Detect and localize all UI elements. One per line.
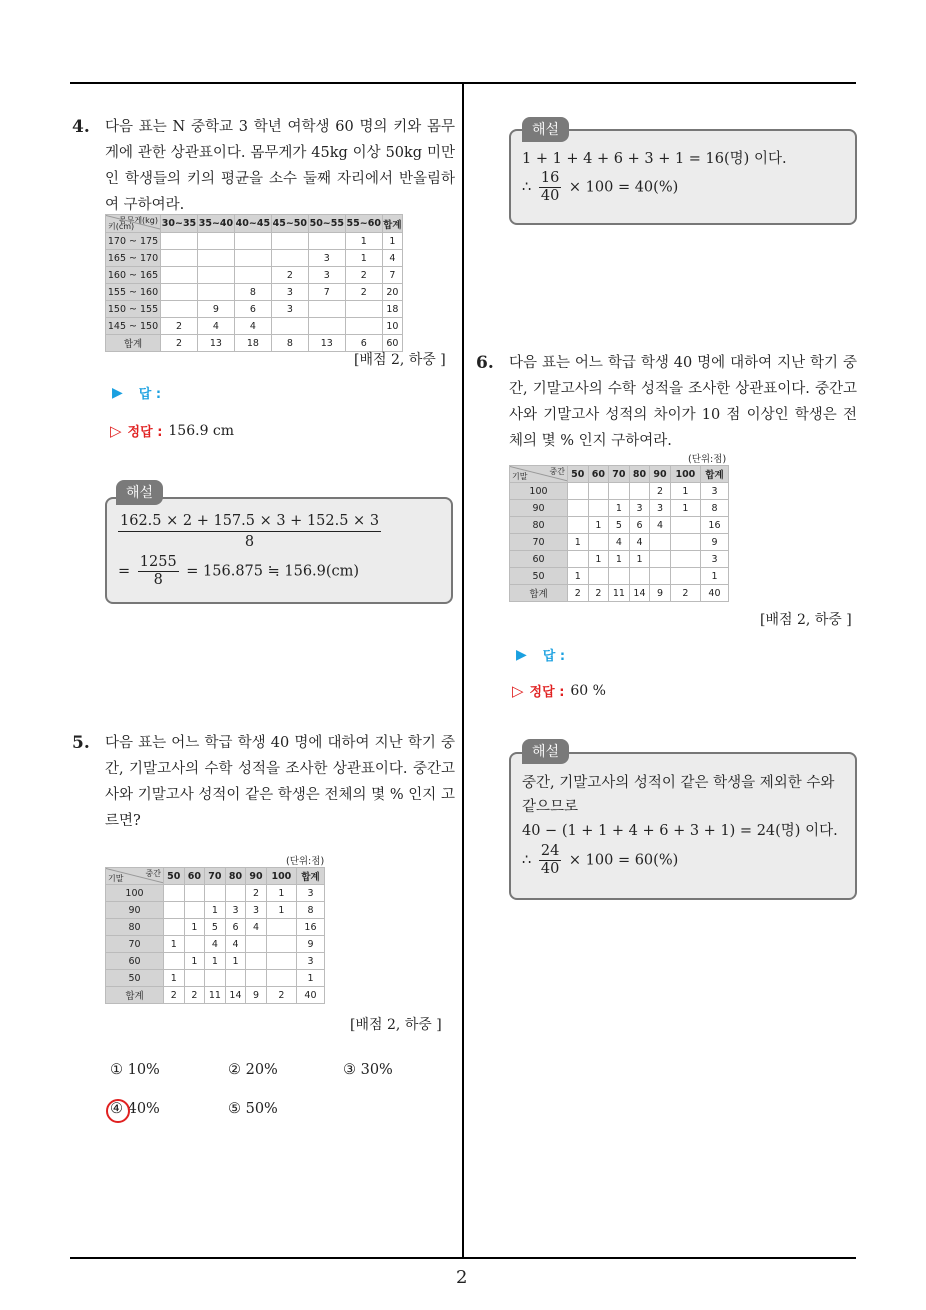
table-cell: 2 (345, 267, 382, 284)
outline-play-icon: ▷ (110, 421, 122, 440)
table-cell: 1 (382, 233, 402, 250)
table-cell: 3 (650, 500, 671, 517)
table-cell: 3 (271, 284, 308, 301)
table-row (106, 233, 403, 250)
table-cell: 6 (345, 335, 382, 352)
col-header: 합계 (296, 868, 324, 885)
table-cell: 1 (205, 953, 226, 970)
table-cell: 3 (296, 885, 324, 902)
table-cell: 8 (296, 902, 324, 919)
table-cell: 1 (609, 551, 630, 568)
table-cell (234, 267, 271, 284)
table-cell (161, 233, 198, 250)
table-cell: 6 (225, 919, 246, 936)
col-header: 50 (164, 868, 185, 885)
q4-row-header: 170 ~ 175 (106, 233, 161, 250)
q6-explain-body: 중간, 기말고사의 성적이 같은 학생을 제외한 수와 같으므로 40 − (1 + 1 + 4 + 6 + 3 + 1) = 24(명) 이다. ∴ $\frac{24}{40}$ × 100 = 60(%) (522, 771, 848, 878)
table-cell (266, 953, 296, 970)
table-cell: 2 (568, 585, 589, 602)
q4-row-header: 합계 (106, 335, 161, 352)
table-row (510, 551, 729, 568)
table-row (106, 919, 325, 936)
table-cell (266, 936, 296, 953)
table-cell (184, 902, 205, 919)
play-icon: ▶ (516, 646, 527, 663)
q4-row-header: 160 ~ 165 (106, 267, 161, 284)
table-cell: 3 (308, 250, 345, 267)
table-cell (650, 568, 671, 585)
table-cell: 14 (225, 987, 246, 1004)
table-cell (588, 500, 609, 517)
table-cell (161, 284, 198, 301)
q4-col-header: 55~60 (345, 215, 382, 233)
table-cell (234, 250, 271, 267)
q4-answer-row (112, 383, 161, 402)
table-cell (588, 483, 609, 500)
q4-col-header: 35~40 (197, 215, 234, 233)
table-cell (164, 919, 185, 936)
table-cell (308, 318, 345, 335)
col-header: 50 (568, 466, 589, 483)
table-cell: 16 (700, 517, 728, 534)
q5-text: 다음 표는 어느 학급 학생 40 명에 대하여 지난 학기 중간, 기말고사의 수학 성적을 조사한 상관표이다. 중간고사와 기말고사 성적이 같은 학생은 전체의 몇 % 인지 고르면? (105, 735, 455, 829)
q4-row-header: 155 ~ 160 (106, 284, 161, 301)
col-header: 90 (246, 868, 267, 885)
q5-explain-frac: $\frac{16}{40}$ (540, 170, 560, 204)
table-cell: 8 (271, 335, 308, 352)
row-header: 50 (106, 970, 164, 987)
table-cell: 4 (205, 936, 226, 953)
table-cell: 11 (205, 987, 226, 1004)
table-cell (271, 318, 308, 335)
q5-unit: (단위:점) (286, 856, 325, 867)
q5-explain-line1: 1 + 1 + 4 + 6 + 3 + 1 = 16(명) 이다. (522, 151, 787, 167)
col-header: 60 (588, 466, 609, 483)
col-header: 80 (225, 868, 246, 885)
table-cell: 2 (670, 585, 700, 602)
row-header: 90 (510, 500, 568, 517)
table-cell: 7 (382, 267, 402, 284)
table-cell: 9 (650, 585, 671, 602)
table-cell (184, 936, 205, 953)
table-cell: 18 (234, 335, 271, 352)
q5-correlation-table (105, 867, 325, 1004)
table-cell: 3 (629, 500, 650, 517)
table-row (510, 585, 729, 602)
q5-number: 5. (72, 733, 90, 753)
table-cell: 4 (234, 318, 271, 335)
table-cell: 1 (670, 483, 700, 500)
table-cell: 4 (246, 919, 267, 936)
table-cell (164, 902, 185, 919)
table-row (106, 902, 325, 919)
table-row (510, 517, 729, 534)
q4-table-corner: 몸무게(kg) 키(cm) (106, 215, 161, 233)
table-cell: 18 (382, 301, 402, 318)
table-cell: 3 (225, 902, 246, 919)
table-cell: 1 (184, 919, 205, 936)
table-cell (345, 301, 382, 318)
table-cell: 10 (382, 318, 402, 335)
q4-row-header: 145 ~ 150 (106, 318, 161, 335)
table-row (106, 970, 325, 987)
table-row (106, 318, 403, 335)
q6-score: [배점 2, 하중 ] (760, 612, 852, 628)
q6-unit: (단위:점) (688, 454, 727, 465)
q6-explain-line2: 40 − (1 + 1 + 4 + 6 + 3 + 1) = 24(명) 이다. (522, 823, 838, 839)
q4-number: 4. (72, 117, 90, 137)
table-cell (161, 250, 198, 267)
q6-answer-row (516, 645, 565, 664)
table-cell: 5 (609, 517, 630, 534)
table-cell (609, 568, 630, 585)
table-cell: 9 (197, 301, 234, 318)
table-row (106, 284, 403, 301)
table-cell: 8 (700, 500, 728, 517)
table-cell: 1 (629, 551, 650, 568)
table-cell (266, 970, 296, 987)
table-cell: 3 (700, 551, 728, 568)
table-cell: 1 (266, 885, 296, 902)
choice-1[interactable]: ① 10% (110, 1062, 160, 1078)
outline-play-icon: ▷ (512, 681, 524, 700)
table-cell: 3 (308, 267, 345, 284)
table-cell: 9 (700, 534, 728, 551)
table-cell: 20 (382, 284, 402, 301)
table-cell: 1 (568, 534, 589, 551)
table-cell: 2 (345, 284, 382, 301)
table-cell: 7 (308, 284, 345, 301)
col-header: 70 (205, 868, 226, 885)
q5-explain-body: 1 + 1 + 4 + 6 + 3 + 1 = 16(명) 이다. ∴ $\frac{16}{40}$ × 100 = 40(%) (522, 148, 852, 205)
table-cell (588, 534, 609, 551)
q4-text: 다음 표는 N 중학교 3 학년 여학생 60 명의 키와 몸무게에 관한 상관표이다. 몸무게가 45kg 이상 50kg 미만인 학생들의 키의 평균을 소수 둘째 자리에서 반올림하여 구하여라. (105, 119, 455, 213)
table-cell: 3 (700, 483, 728, 500)
table-cell: 1 (588, 551, 609, 568)
table-cell: 13 (308, 335, 345, 352)
q4-col-header: 40~45 (234, 215, 271, 233)
table-cell: 6 (234, 301, 271, 318)
table-cell: 4 (609, 534, 630, 551)
row-header: 70 (106, 936, 164, 953)
table-cell: 4 (197, 318, 234, 335)
q5-score: [배점 2, 하중 ] (350, 1017, 442, 1033)
col-header: 합계 (700, 466, 728, 483)
q6-correct-row (512, 681, 606, 700)
table-cell: 1 (700, 568, 728, 585)
col-header: 100 (266, 868, 296, 885)
table-cell: 1 (225, 953, 246, 970)
table-cell (308, 233, 345, 250)
table-cell (246, 953, 267, 970)
table-cell (197, 233, 234, 250)
selected-answer-circle-icon (106, 1099, 130, 1123)
table-row (510, 568, 729, 585)
col-header: 90 (650, 466, 671, 483)
table-row (106, 936, 325, 953)
table-cell: 2 (246, 885, 267, 902)
row-header: 50 (510, 568, 568, 585)
table-cell (225, 970, 246, 987)
bottom-rule (70, 1257, 856, 1259)
q4-answer-label: 답 : (138, 387, 162, 402)
table-cell (246, 970, 267, 987)
table-cell: 11 (609, 585, 630, 602)
row-header: 합계 (510, 585, 568, 602)
table-cell: 1 (164, 936, 185, 953)
row-header: 80 (106, 919, 164, 936)
table-cell: 1 (588, 517, 609, 534)
q4-explain-numerator: 162.5 × 2 + 157.5 × 3 + 152.5 × 3 (118, 511, 381, 532)
table-cell (197, 250, 234, 267)
choice-3[interactable]: ③ 30% (343, 1062, 393, 1078)
q6-explain-tag: 해설 (522, 739, 569, 764)
table-cell: 9 (296, 936, 324, 953)
table-cell (629, 568, 650, 585)
q6-answer-label: 답 : (542, 649, 566, 664)
table-cell (568, 500, 589, 517)
q6-number: 6. (476, 353, 494, 373)
q4-explain-tag: 해설 (116, 480, 163, 505)
q4-explain-eq: = (118, 563, 131, 580)
table-cell: 1 (184, 953, 205, 970)
table-cell: 60 (382, 335, 402, 352)
table-cell: 8 (234, 284, 271, 301)
q4-explain-frac2: $\frac{1255}{8}$ (139, 554, 177, 588)
table-cell (670, 517, 700, 534)
table-cell (670, 568, 700, 585)
table-cell (205, 885, 226, 902)
table-row (510, 500, 729, 517)
table-cell: 13 (197, 335, 234, 352)
table-cell (670, 551, 700, 568)
choice-4[interactable]: ④ 40% (110, 1101, 160, 1117)
table-cell (271, 250, 308, 267)
table-cell: 1 (266, 902, 296, 919)
table-row (106, 301, 403, 318)
table-cell: 4 (382, 250, 402, 267)
table-cell (184, 970, 205, 987)
table-corner: 중간 기말 (106, 868, 164, 885)
table-cell: 2 (161, 335, 198, 352)
q4-correct-row (110, 421, 234, 440)
table-cell (670, 534, 700, 551)
table-row (510, 534, 729, 551)
table-cell: 1 (345, 233, 382, 250)
table-cell: 14 (629, 585, 650, 602)
q4-explain-result: = 156.875 ≒ 156.9(cm) (186, 563, 360, 580)
table-cell: 2 (266, 987, 296, 1004)
q4-correct-value: 156.9 cm (168, 422, 235, 439)
row-header: 90 (106, 902, 164, 919)
q6-correct-label: 정답 : (529, 685, 565, 700)
q4-row-header: 150 ~ 155 (106, 301, 161, 318)
table-cell: 1 (670, 500, 700, 517)
table-cell: 3 (246, 902, 267, 919)
table-cell: 16 (296, 919, 324, 936)
col-header: 60 (184, 868, 205, 885)
table-cell: 9 (246, 987, 267, 1004)
table-cell (568, 517, 589, 534)
table-row (106, 953, 325, 970)
table-cell (164, 953, 185, 970)
table-cell: 4 (650, 517, 671, 534)
table-cell: 2 (164, 987, 185, 1004)
table-cell (246, 936, 267, 953)
table-cell (568, 483, 589, 500)
table-cell: 1 (205, 902, 226, 919)
column-divider (462, 82, 464, 1259)
table-cell: 2 (184, 987, 205, 1004)
table-cell (197, 284, 234, 301)
table-row (106, 267, 403, 284)
table-cell (650, 551, 671, 568)
table-row (106, 987, 325, 1004)
table-cell (184, 885, 205, 902)
choice-2[interactable]: ② 20% (228, 1062, 278, 1078)
row-header: 60 (106, 953, 164, 970)
table-cell: 1 (609, 500, 630, 517)
q4-explain-denominator: 8 (244, 534, 255, 550)
q6-explain-line1: 중간, 기말고사의 성적이 같은 학생을 제외한 수와 같으므로 (522, 775, 835, 815)
table-cell: 3 (271, 301, 308, 318)
row-header: 80 (510, 517, 568, 534)
table-cell: 1 (164, 970, 185, 987)
table-row (106, 250, 403, 267)
table-cell: 2 (588, 585, 609, 602)
table-cell: 40 (700, 585, 728, 602)
table-cell (164, 885, 185, 902)
table-cell: 3 (296, 953, 324, 970)
table-cell: 1 (345, 250, 382, 267)
q5-explain-tag: 해설 (522, 117, 569, 142)
table-cell: 2 (271, 267, 308, 284)
table-cell (650, 534, 671, 551)
table-cell: 1 (568, 568, 589, 585)
table-cell (161, 301, 198, 318)
table-cell: 4 (629, 534, 650, 551)
table-cell (197, 267, 234, 284)
q6-correct-value: 60 % (570, 682, 606, 699)
q6-explain-frac: $\frac{24}{40}$ (540, 843, 560, 877)
table-cell (271, 233, 308, 250)
table-cell (225, 885, 246, 902)
choice-5[interactable]: ⑤ 50% (228, 1101, 278, 1117)
table-cell (568, 551, 589, 568)
table-cell (308, 301, 345, 318)
table-cell: 2 (161, 318, 198, 335)
table-cell: 4 (225, 936, 246, 953)
col-header: 80 (629, 466, 650, 483)
table-cell (161, 267, 198, 284)
row-header: 100 (106, 885, 164, 902)
q6-correlation-table (509, 465, 729, 602)
q6-text: 다음 표는 어느 학급 학생 40 명에 대하여 지난 학기 중간, 기말고사의 수학 성적을 조사한 상관표이다. 중간고사와 기말고사 성적의 차이가 10 점 이상인 학생은 전체의 몇 % 인지 구하여라. (509, 355, 857, 449)
page-number: 2 (456, 1267, 468, 1288)
table-cell (629, 483, 650, 500)
col-header: 70 (609, 466, 630, 483)
q4-col-header: 45~50 (271, 215, 308, 233)
q4-row-header: 165 ~ 170 (106, 250, 161, 267)
table-cell (588, 568, 609, 585)
table-cell: 1 (296, 970, 324, 987)
table-cell (205, 970, 226, 987)
row-header: 합계 (106, 987, 164, 1004)
q4-col-header: 합계 (382, 215, 402, 233)
table-row (510, 483, 729, 500)
table-row (106, 885, 325, 902)
table-cell (266, 919, 296, 936)
q4-score: [배점 2, 하중 ] (354, 352, 446, 368)
table-cell (609, 483, 630, 500)
row-header: 100 (510, 483, 568, 500)
q4-explain-body (118, 510, 448, 589)
row-header: 60 (510, 551, 568, 568)
table-cell: 40 (296, 987, 324, 1004)
table-cell: 2 (650, 483, 671, 500)
q4-col-header: 30~35 (161, 215, 198, 233)
table-cell (234, 233, 271, 250)
q4-correlation-table (105, 214, 403, 352)
q4-col-header: 50~55 (308, 215, 345, 233)
row-header: 70 (510, 534, 568, 551)
col-header: 100 (670, 466, 700, 483)
table-cell: 6 (629, 517, 650, 534)
table-corner: 중간 기말 (510, 466, 568, 483)
q4-correct-label: 정답 : (127, 425, 163, 440)
table-cell (345, 318, 382, 335)
play-icon: ▶ (112, 384, 123, 401)
table-cell: 5 (205, 919, 226, 936)
